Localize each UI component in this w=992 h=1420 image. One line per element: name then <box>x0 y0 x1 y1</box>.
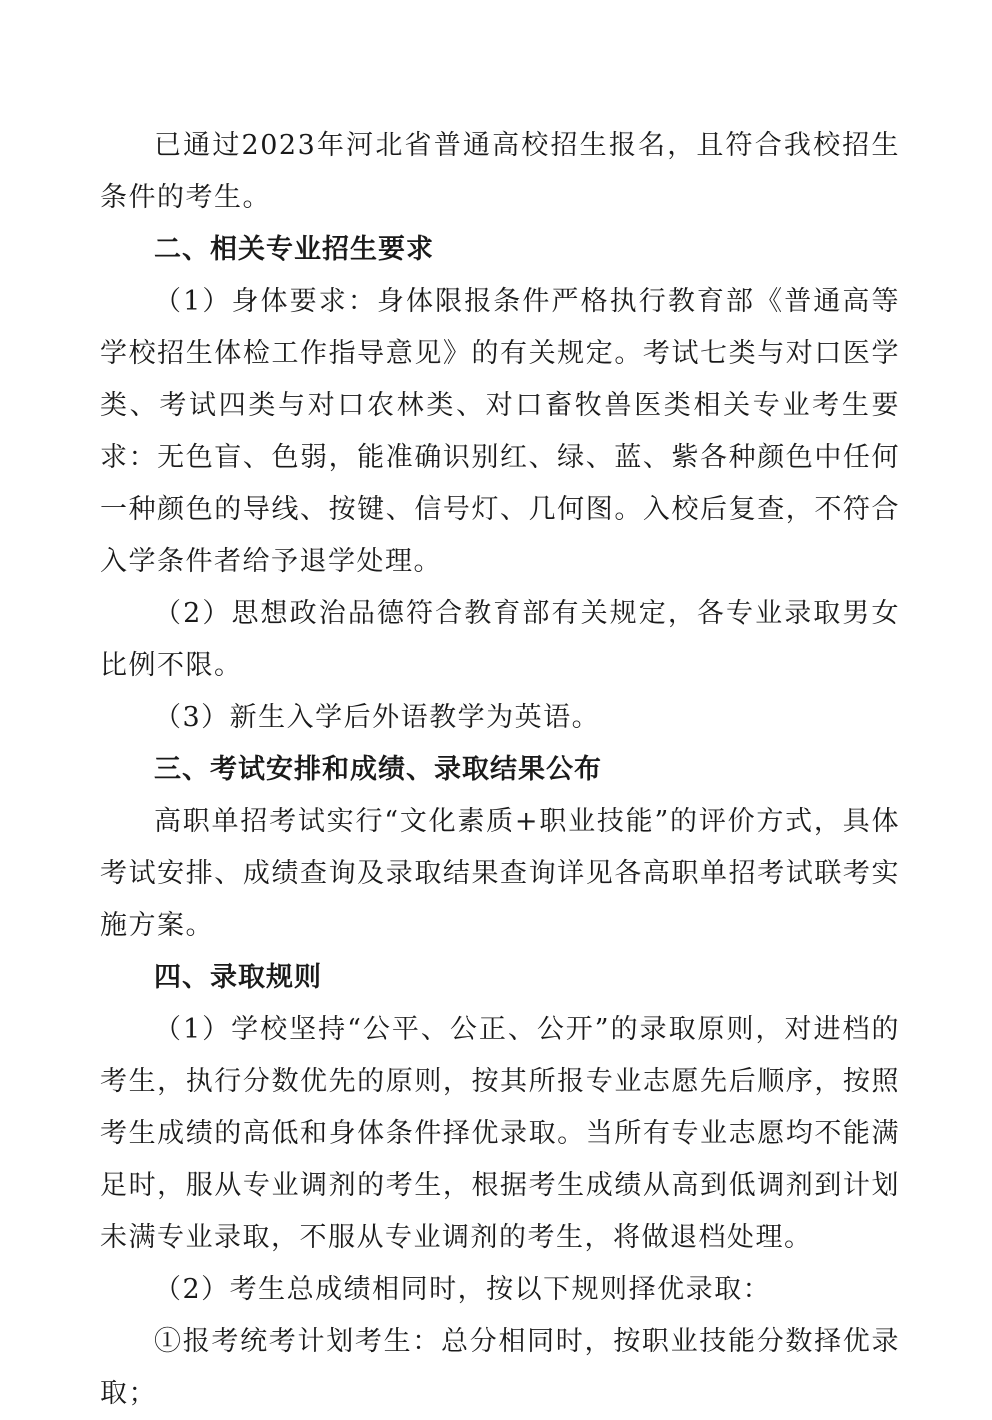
requirement-item-2: （2）思想政治品德符合教育部有关规定，各专业录取男女比例不限。 <box>100 598 900 681</box>
section-heading-3: 三、考试安排和成绩、录取结果公布 <box>154 754 602 785</box>
exam-arrangement-paragraph: 高职单招考试实行“文化素质+职业技能”的评价方式，具体考试安排、成绩查询及录取结果查询详见各高职单招考试联考实施方案。 <box>100 806 900 941</box>
admission-rule-1: （1）学校坚持“公平、公正、公开”的录取原则，对进档的考生，执行分数优先的原则，按其所报专业志愿先后顺序，按照考生成绩的高低和身体条件择优录取。当所有专业志愿均不能满足时，服从专业调剂的考生，根据考生成绩从高到低调剂到计划未满专业录取，不服从专业调剂的考生，将做退档处理。 <box>100 1014 900 1253</box>
admission-rule-2-sub-1: ①报考统考计划考生：总分相同时，按职业技能分数择优录取； <box>100 1326 900 1409</box>
admission-rule-2: （2）考生总成绩相同时，按以下规则择优录取： <box>154 1274 772 1305</box>
requirement-item-3: （3）新生入学后外语教学为英语。 <box>154 702 601 733</box>
eligibility-paragraph: 已通过2023年河北省普通高校招生报名，且符合我校招生条件的考生。 <box>100 130 900 213</box>
section-heading-2: 二、相关专业招生要求 <box>154 234 434 265</box>
requirement-item-1: （1）身体要求：身体限报条件严格执行教育部《普通高等学校招生体检工作指导意见》的有关规定。考试七类与对口医学类、考试四类与对口农林类、对口畜牧兽医类相关专业考生要求：无色盲、色弱，能准确识别红、绿、蓝、紫各种颜色中任何一种颜色的导线、按键、信号灯、几何图。入校后复查，不符合入学条件者给予退学处理。 <box>100 286 900 577</box>
section-heading-4: 四、录取规则 <box>154 962 322 993</box>
document-body <box>100 120 900 1420</box>
